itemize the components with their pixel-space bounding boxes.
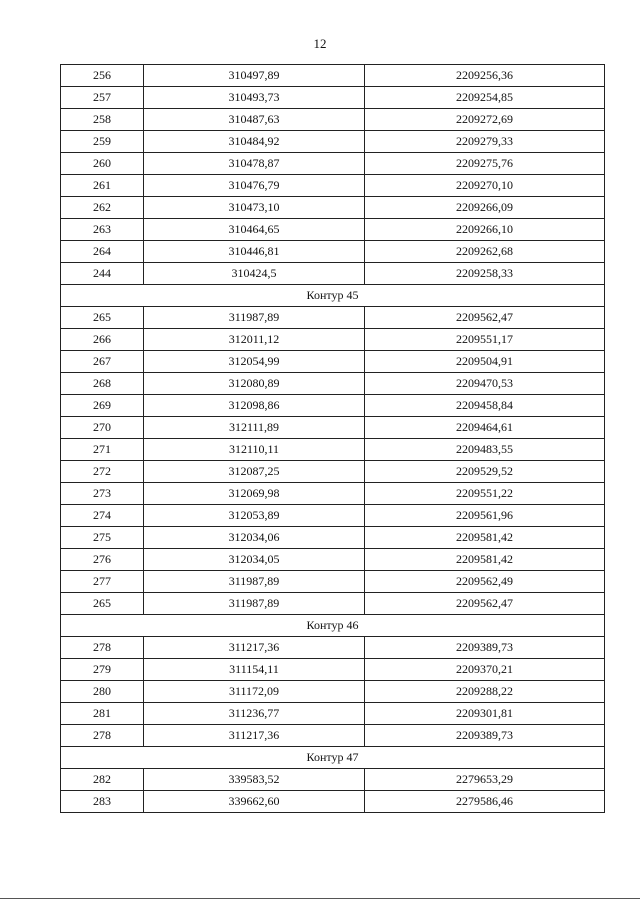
table-row [61,153,605,175]
y-coordinate-cell: 2209256,36 [365,65,605,87]
y-coordinate-cell: 2209275,76 [365,153,605,175]
point-number-cell: 256 [61,65,144,87]
x-coordinate-cell: 312034,05 [144,549,365,571]
x-coordinate-cell: 311217,36 [144,637,365,659]
table-row [61,659,605,681]
x-coordinate-cell: 312011,12 [144,329,365,351]
y-coordinate-cell: 2209464,61 [365,417,605,439]
y-coordinate-cell: 2209266,10 [365,219,605,241]
table-row [61,329,605,351]
x-coordinate-cell: 310464,65 [144,219,365,241]
point-number-cell: 274 [61,505,144,527]
table-row [61,681,605,703]
y-coordinate-cell: 2209389,73 [365,725,605,747]
coordinates-table [60,64,605,813]
table-row [61,395,605,417]
y-coordinate-cell: 2209562,49 [365,571,605,593]
y-coordinate-cell: 2209483,55 [365,439,605,461]
x-coordinate-cell: 339583,52 [144,769,365,791]
x-coordinate-cell: 312098,86 [144,395,365,417]
x-coordinate-cell: 312034,06 [144,527,365,549]
section-title: Контур 46 [61,615,605,637]
y-coordinate-cell: 2209551,17 [365,329,605,351]
table-row [61,571,605,593]
x-coordinate-cell: 310476,79 [144,175,365,197]
point-number-cell: 278 [61,637,144,659]
point-number-cell: 257 [61,87,144,109]
bottom-rule [0,898,640,899]
table-row [61,461,605,483]
x-coordinate-cell: 312069,98 [144,483,365,505]
x-coordinate-cell: 339662,60 [144,791,365,813]
y-coordinate-cell: 2209254,85 [365,87,605,109]
y-coordinate-cell: 2209470,53 [365,373,605,395]
table-row [61,593,605,615]
point-number-cell: 267 [61,351,144,373]
point-number-cell: 258 [61,109,144,131]
y-coordinate-cell: 2209288,22 [365,681,605,703]
x-coordinate-cell: 312111,89 [144,417,365,439]
table-row [61,417,605,439]
section-header-row [61,615,605,637]
point-number-cell: 277 [61,571,144,593]
x-coordinate-cell: 311236,77 [144,703,365,725]
table-row [61,791,605,813]
x-coordinate-cell: 311987,89 [144,307,365,329]
point-number-cell: 264 [61,241,144,263]
x-coordinate-cell: 310484,92 [144,131,365,153]
point-number-cell: 269 [61,395,144,417]
y-coordinate-cell: 2209458,84 [365,395,605,417]
point-number-cell: 265 [61,307,144,329]
section-header-row [61,747,605,769]
page-number: 12 [313,36,327,51]
x-coordinate-cell: 310497,89 [144,65,365,87]
x-coordinate-cell: 310493,73 [144,87,365,109]
table-row [61,439,605,461]
point-number-cell: 280 [61,681,144,703]
point-number-cell: 273 [61,483,144,505]
y-coordinate-cell: 2209270,10 [365,175,605,197]
table-row [61,351,605,373]
table-row [61,219,605,241]
y-coordinate-cell: 2209581,42 [365,527,605,549]
point-number-cell: 275 [61,527,144,549]
x-coordinate-cell: 310424,5 [144,263,365,285]
table-row [61,373,605,395]
point-number-cell: 263 [61,219,144,241]
y-coordinate-cell: 2209266,09 [365,197,605,219]
point-number-cell: 260 [61,153,144,175]
table-row [61,109,605,131]
x-coordinate-cell: 312053,89 [144,505,365,527]
y-coordinate-cell: 2209279,33 [365,131,605,153]
point-number-cell: 271 [61,439,144,461]
table-row [61,637,605,659]
x-coordinate-cell: 312087,25 [144,461,365,483]
point-number-cell: 265 [61,593,144,615]
coordinates-table-body [61,65,605,813]
y-coordinate-cell: 2209504,91 [365,351,605,373]
x-coordinate-cell: 311217,36 [144,725,365,747]
table-row [61,307,605,329]
x-coordinate-cell: 312110,11 [144,439,365,461]
table-row [61,725,605,747]
y-coordinate-cell: 2209529,52 [365,461,605,483]
point-number-cell: 276 [61,549,144,571]
table-row [61,263,605,285]
point-number-cell: 282 [61,769,144,791]
y-coordinate-cell: 2209258,33 [365,263,605,285]
point-number-cell: 278 [61,725,144,747]
point-number-cell: 281 [61,703,144,725]
point-number-cell: 270 [61,417,144,439]
x-coordinate-cell: 312080,89 [144,373,365,395]
x-coordinate-cell: 310473,10 [144,197,365,219]
section-title: Контур 45 [61,285,605,307]
table-row [61,483,605,505]
point-number-cell: 244 [61,263,144,285]
point-number-cell: 268 [61,373,144,395]
x-coordinate-cell: 310478,87 [144,153,365,175]
table-row [61,703,605,725]
y-coordinate-cell: 2209551,22 [365,483,605,505]
y-coordinate-cell: 2209272,69 [365,109,605,131]
point-number-cell: 279 [61,659,144,681]
section-header-row [61,285,605,307]
table-row [61,527,605,549]
table-row [61,769,605,791]
section-title: Контур 47 [61,747,605,769]
y-coordinate-cell: 2279586,46 [365,791,605,813]
y-coordinate-cell: 2209561,96 [365,505,605,527]
point-number-cell: 266 [61,329,144,351]
table-row [61,241,605,263]
point-number-cell: 262 [61,197,144,219]
y-coordinate-cell: 2279653,29 [365,769,605,791]
x-coordinate-cell: 311987,89 [144,593,365,615]
y-coordinate-cell: 2209262,68 [365,241,605,263]
table-row [61,175,605,197]
y-coordinate-cell: 2209562,47 [365,307,605,329]
x-coordinate-cell: 312054,99 [144,351,365,373]
x-coordinate-cell: 310446,81 [144,241,365,263]
point-number-cell: 261 [61,175,144,197]
point-number-cell: 272 [61,461,144,483]
table-row [61,65,605,87]
y-coordinate-cell: 2209581,42 [365,549,605,571]
x-coordinate-cell: 310487,63 [144,109,365,131]
x-coordinate-cell: 311987,89 [144,571,365,593]
table-row [61,131,605,153]
y-coordinate-cell: 2209301,81 [365,703,605,725]
y-coordinate-cell: 2209562,47 [365,593,605,615]
point-number-cell: 259 [61,131,144,153]
y-coordinate-cell: 2209370,21 [365,659,605,681]
x-coordinate-cell: 311172,09 [144,681,365,703]
table-row [61,505,605,527]
y-coordinate-cell: 2209389,73 [365,637,605,659]
table-row [61,549,605,571]
table-row [61,87,605,109]
table-row [61,197,605,219]
point-number-cell: 283 [61,791,144,813]
x-coordinate-cell: 311154,11 [144,659,365,681]
